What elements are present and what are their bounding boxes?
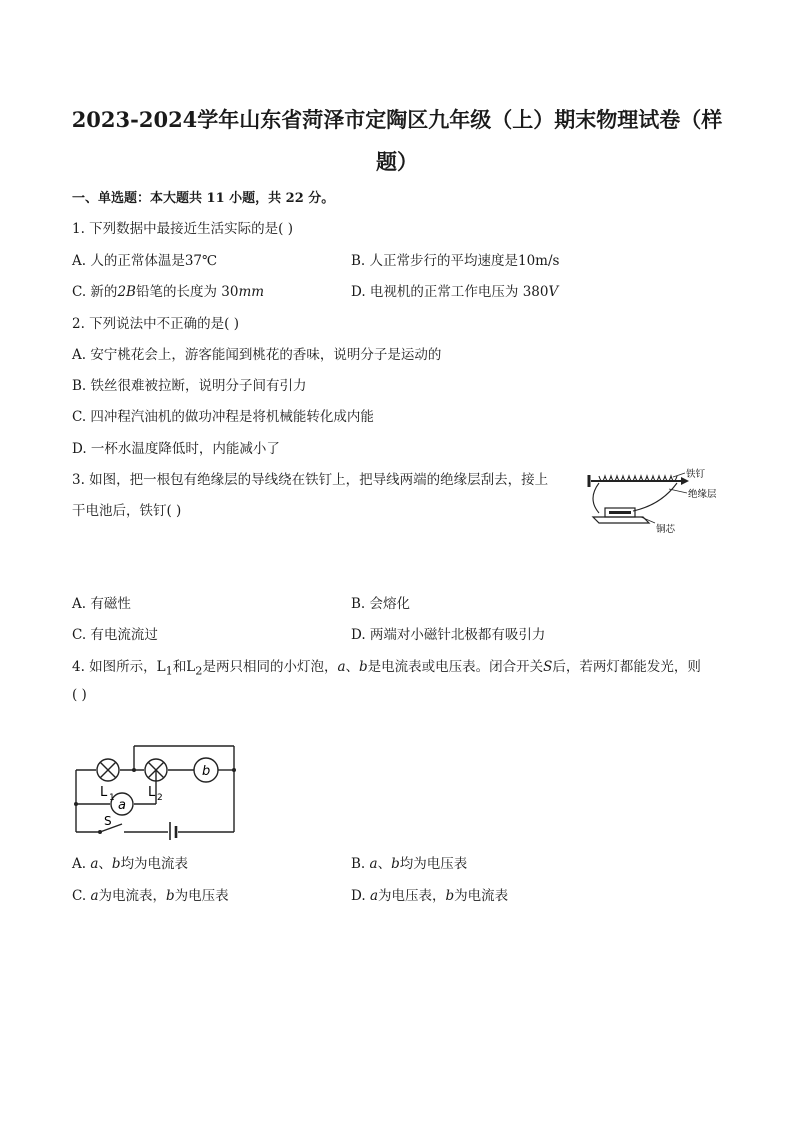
lamp-l2-subscript: 2 xyxy=(157,793,163,803)
lamp-l1-label: L xyxy=(100,785,108,800)
q2-option-d: D. 一杯水温度降低时，内能减小了 xyxy=(72,441,280,457)
q1-stem: 1. 下列数据中最接近生活实际的是( ) xyxy=(72,221,293,237)
lamp-l1-subscript: 1 xyxy=(109,793,115,803)
q4-stem-line1: 4. 如图所示，$L_1$和$L_2$是两只相同的小灯泡，a、b是电流表或电压表。闭合开关S后，若两灯都能发光，则 xyxy=(72,659,701,678)
q3-option-d: D. 两端对小磁针北极都有吸引力 xyxy=(351,627,546,643)
q3-stem-line2: 干电池后，铁钉( ) xyxy=(72,503,182,519)
nail-label: 铁钉 xyxy=(686,469,706,480)
q2-option-c: C. 四冲程汽油机的做功冲程是将机械能转化成内能 xyxy=(72,409,374,425)
meter-a-label: a xyxy=(118,798,126,813)
exam-title-line2: 题） xyxy=(376,149,418,174)
q1-option-b: B. 人正常步行的平均速度是10m/s xyxy=(351,253,560,269)
switch-label: S xyxy=(104,814,112,828)
section-header: 一、单选题：本大题共 11 小题，共 22 分。 xyxy=(72,191,335,206)
q3-option-b: B. 会熔化 xyxy=(351,596,411,612)
core-label: 铜芯 xyxy=(656,524,676,535)
lamp-l2-label: L xyxy=(148,785,156,800)
q1-option-a: A. 人的正常体温是37℃ xyxy=(72,253,218,269)
nail-coil-figure xyxy=(585,465,725,540)
q1-option-c: C. 新的2B铅笔的长度为 30mm xyxy=(72,284,265,300)
q4-option-c: C. a为电流表，b为电压表 xyxy=(72,888,229,904)
q4-option-d: D. a为电压表，b为电流表 xyxy=(351,888,509,904)
q1-option-d: D. 电视机的正常工作电压为 380V xyxy=(351,284,559,300)
insulation-label: 绝缘层 xyxy=(688,489,717,500)
q4-option-a: A. a、b均为电流表 xyxy=(72,856,189,872)
q2-option-a: A. 安宁桃花会上，游客能闻到桃花的香味，说明分子是运动的 xyxy=(72,347,442,363)
q2-stem: 2. 下列说法中不正确的是( ) xyxy=(72,316,239,332)
q3-stem-line1: 3. 如图，把一根包有绝缘层的导线绕在铁钉上，把导线两端的绝缘层刮去，接上 xyxy=(72,472,549,488)
q4-stem-line2: ( ) xyxy=(72,687,87,703)
q4-option-b: B. a、b均为电压表 xyxy=(351,856,468,872)
exam-title-line1: 2023-2024学年山东省菏泽市定陶区九年级（上）期末物理试卷（样 xyxy=(71,107,723,132)
q2-option-b: B. 铁丝很难被拉断，说明分子间有引力 xyxy=(72,378,307,394)
meter-b-label: b xyxy=(202,764,211,779)
q3-option-a: A. 有磁性 xyxy=(72,596,131,612)
circuit-diagram xyxy=(70,740,240,840)
q3-option-c: C. 有电流流过 xyxy=(72,627,158,643)
